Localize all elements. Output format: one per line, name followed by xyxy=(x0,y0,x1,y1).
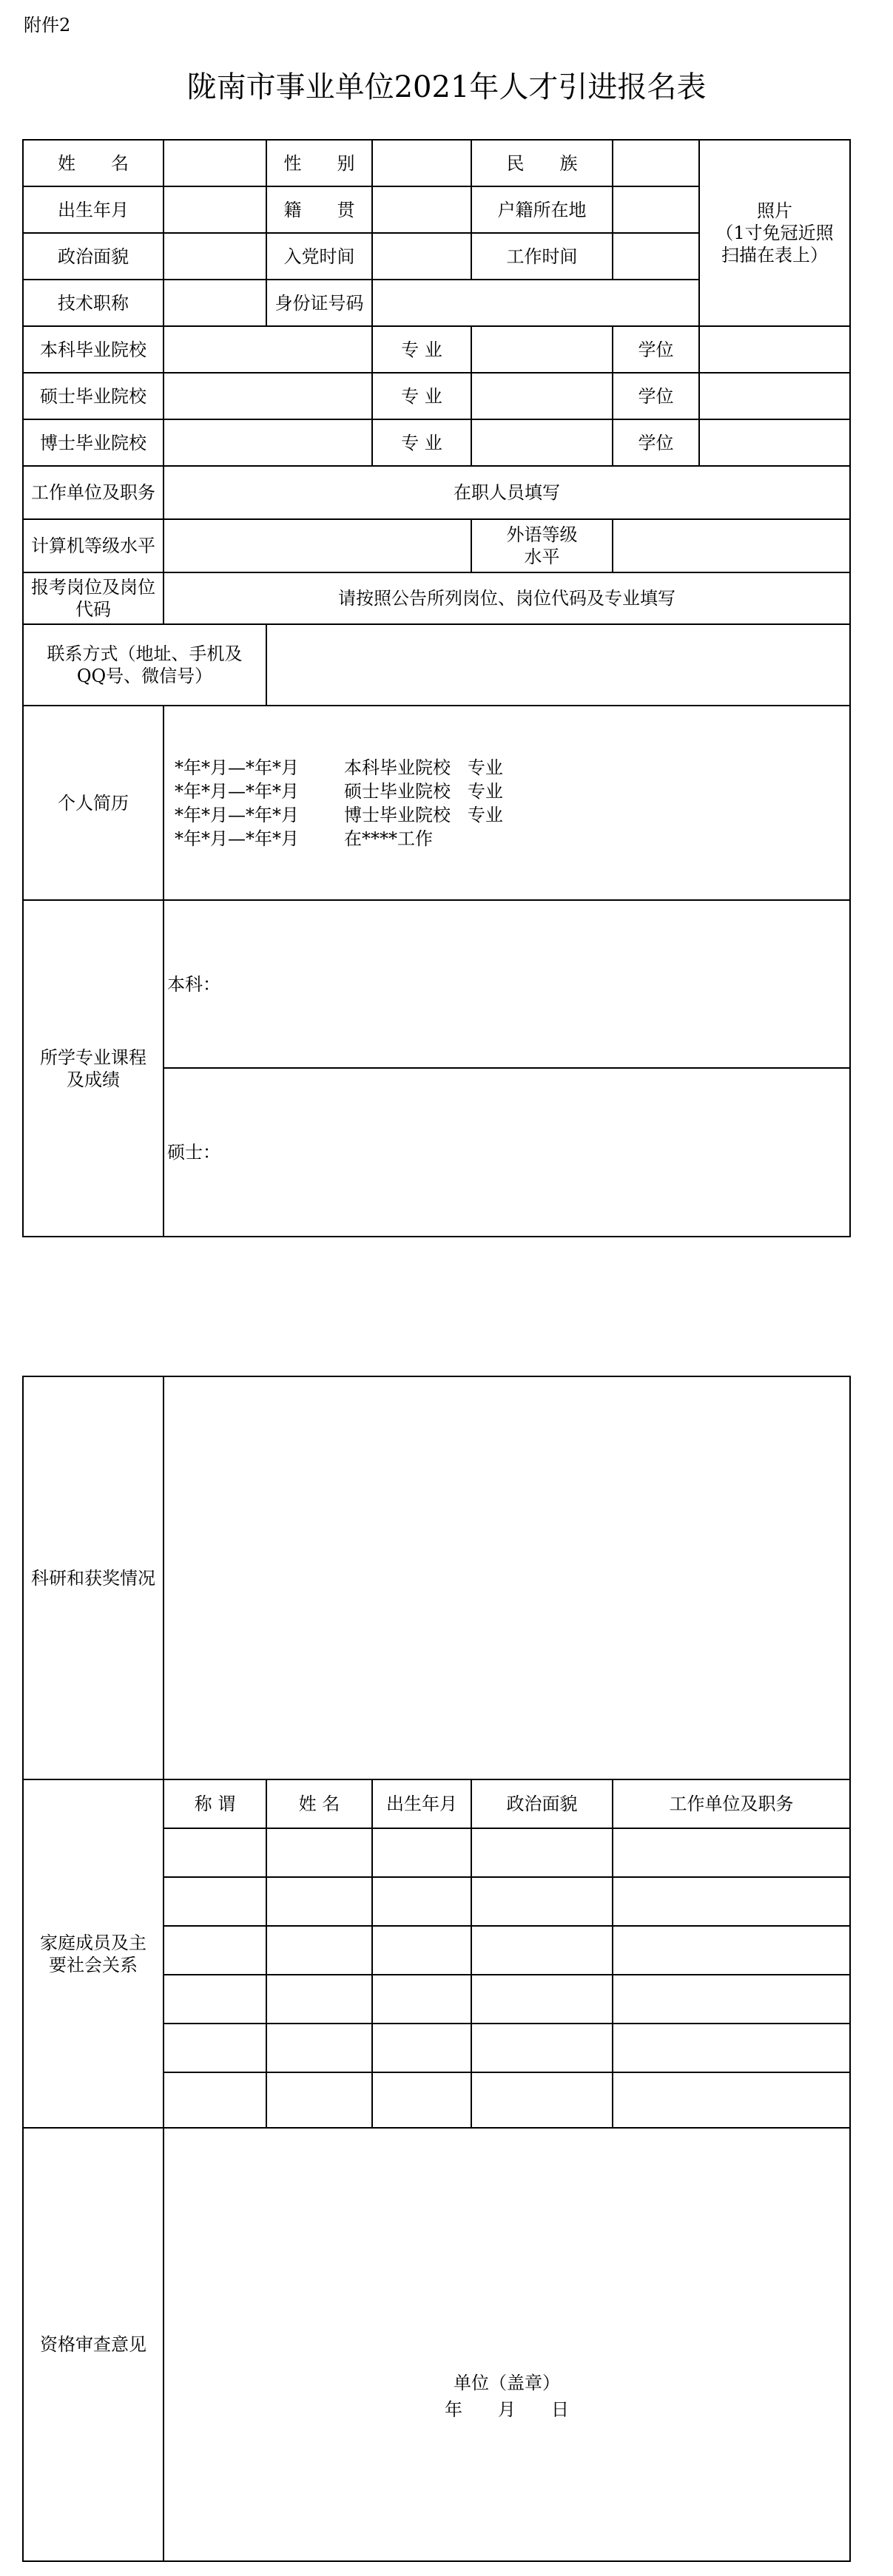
family-cell[interactable] xyxy=(471,1877,613,1926)
label-master-degree: 学位 xyxy=(613,373,699,419)
family-cell[interactable] xyxy=(372,1828,471,1877)
field-birth[interactable] xyxy=(164,186,266,233)
field-employer[interactable]: 在职人员填写 xyxy=(164,466,850,519)
family-cell[interactable] xyxy=(164,1828,266,1877)
family-cell[interactable] xyxy=(372,2072,471,2128)
family-cell[interactable] xyxy=(471,1828,613,1877)
resume-line-1: *年*月—*年*月 本科毕业院校 专业 xyxy=(175,757,503,778)
label-doctor-major: 专 业 xyxy=(372,419,471,466)
family-cell[interactable] xyxy=(266,1926,372,1975)
field-resume[interactable] xyxy=(164,706,850,900)
family-header-relation: 称 谓 xyxy=(164,1779,266,1828)
stamp-unit: 单位（盖章） xyxy=(454,2373,561,2393)
field-work-start[interactable] xyxy=(613,233,699,280)
field-gender[interactable] xyxy=(372,140,471,186)
label-master-major: 专 业 xyxy=(372,373,471,419)
photo-label: 照片 xyxy=(757,200,792,221)
photo-note: （1寸免冠近照扫描在表上） xyxy=(715,223,834,266)
family-header-employer: 工作单位及职务 xyxy=(613,1779,850,1828)
label-language: 外语等级水平 xyxy=(471,519,613,572)
family-cell[interactable] xyxy=(471,1975,613,2024)
family-cell[interactable] xyxy=(164,1975,266,2024)
resume-lines xyxy=(175,756,503,851)
family-cell[interactable] xyxy=(613,1926,850,1975)
family-cell[interactable] xyxy=(164,1877,266,1926)
family-header-name: 姓 名 xyxy=(266,1779,372,1828)
stamp-date: 年 月 日 xyxy=(445,2399,570,2420)
family-cell[interactable] xyxy=(372,2024,471,2072)
family-header-political: 政治面貌 xyxy=(471,1779,613,1828)
field-contact[interactable] xyxy=(266,624,850,706)
family-cell[interactable] xyxy=(266,1828,372,1877)
family-cell[interactable] xyxy=(266,2024,372,2072)
field-bachelor-degree[interactable] xyxy=(699,326,850,373)
label-party-join: 入党时间 xyxy=(266,233,372,280)
label-doctor-degree: 学位 xyxy=(613,419,699,466)
label-birth: 出生年月 xyxy=(23,186,164,233)
field-bachelor-school[interactable] xyxy=(164,326,372,373)
label-bachelor-degree: 学位 xyxy=(613,326,699,373)
label-political: 政治面貌 xyxy=(23,233,164,280)
label-bachelor-major: 专 业 xyxy=(372,326,471,373)
field-computer[interactable] xyxy=(164,519,471,572)
annex-label: 附件2 xyxy=(24,15,71,36)
label-doctor-school: 博士毕业院校 xyxy=(23,419,164,466)
label-family: 家庭成员及主要社会关系 xyxy=(23,1779,164,2128)
photo-box[interactable] xyxy=(699,140,850,326)
label-master-school: 硕士毕业院校 xyxy=(23,373,164,419)
family-cell[interactable] xyxy=(613,1877,850,1926)
label-employer: 工作单位及职务 xyxy=(23,466,164,519)
field-title-rank[interactable] xyxy=(164,280,266,326)
family-cell[interactable] xyxy=(613,2072,850,2128)
family-cell[interactable] xyxy=(164,2072,266,2128)
field-party-join[interactable] xyxy=(372,233,471,280)
field-master-courses[interactable]: 硕士： xyxy=(164,1068,850,1237)
family-cell[interactable] xyxy=(266,2072,372,2128)
family-cell[interactable] xyxy=(372,1975,471,2024)
label-bachelor-school: 本科毕业院校 xyxy=(23,326,164,373)
field-research[interactable] xyxy=(164,1376,850,1779)
field-bachelor-major[interactable] xyxy=(471,326,613,373)
label-resume: 个人简历 xyxy=(23,706,164,900)
registration-table-page1 xyxy=(22,139,851,1237)
field-doctor-degree[interactable] xyxy=(699,419,850,466)
field-apply-position[interactable]: 请按照公告所列岗位、岗位代码及专业填写 xyxy=(164,572,850,624)
field-master-major[interactable] xyxy=(471,373,613,419)
form-title: 陇南市事业单位2021年人才引进报名表 xyxy=(186,70,707,104)
family-cell[interactable] xyxy=(164,1926,266,1975)
field-id-number[interactable] xyxy=(372,280,699,326)
label-native-place: 籍 贯 xyxy=(266,186,372,233)
field-name[interactable] xyxy=(164,140,266,186)
family-cell[interactable] xyxy=(471,2072,613,2128)
field-master-degree[interactable] xyxy=(699,373,850,419)
label-apply-position: 报考岗位及岗位代码 xyxy=(23,572,164,624)
label-courses: 所学专业课程及成绩 xyxy=(23,900,164,1237)
label-computer: 计算机等级水平 xyxy=(23,519,164,572)
field-doctor-major[interactable] xyxy=(471,419,613,466)
family-cell[interactable] xyxy=(372,1877,471,1926)
family-cell[interactable] xyxy=(613,2024,850,2072)
field-ethnicity[interactable] xyxy=(613,140,699,186)
label-id-number: 身份证号码 xyxy=(266,280,372,326)
field-hukou[interactable] xyxy=(613,186,699,233)
resume-line-2: *年*月—*年*月 硕士毕业院校 专业 xyxy=(175,780,503,802)
label-work-start: 工作时间 xyxy=(471,233,613,280)
family-cell[interactable] xyxy=(471,2024,613,2072)
registration-table-page2 xyxy=(22,1376,851,2562)
family-cell[interactable] xyxy=(372,1926,471,1975)
label-hukou: 户籍所在地 xyxy=(471,186,613,233)
resume-line-4: *年*月—*年*月 在****工作 xyxy=(175,828,434,849)
family-cell[interactable] xyxy=(266,1877,372,1926)
family-cell[interactable] xyxy=(613,1828,850,1877)
field-language[interactable] xyxy=(613,519,850,572)
field-master-school[interactable] xyxy=(164,373,372,419)
field-political[interactable] xyxy=(164,233,266,280)
label-contact: 联系方式（地址、手机及QQ号、微信号） xyxy=(23,624,266,706)
field-review[interactable] xyxy=(164,2128,850,2561)
label-gender: 性 别 xyxy=(266,140,372,186)
family-cell[interactable] xyxy=(471,1926,613,1975)
label-name: 姓 名 xyxy=(23,140,164,186)
label-ethnicity: 民 族 xyxy=(471,140,613,186)
family-cell[interactable] xyxy=(266,1975,372,2024)
label-review: 资格审查意见 xyxy=(23,2128,164,2561)
family-cell[interactable] xyxy=(613,1975,850,2024)
family-header-birth: 出生年月 xyxy=(372,1779,471,1828)
family-cell[interactable] xyxy=(164,2024,266,2072)
field-doctor-school[interactable] xyxy=(164,419,372,466)
resume-line-3: *年*月—*年*月 博士毕业院校 专业 xyxy=(175,804,503,825)
field-bachelor-courses[interactable]: 本科： xyxy=(164,900,850,1068)
label-title-rank: 技术职称 xyxy=(23,280,164,326)
label-research: 科研和获奖情况 xyxy=(23,1376,164,1779)
field-native-place[interactable] xyxy=(372,186,471,233)
